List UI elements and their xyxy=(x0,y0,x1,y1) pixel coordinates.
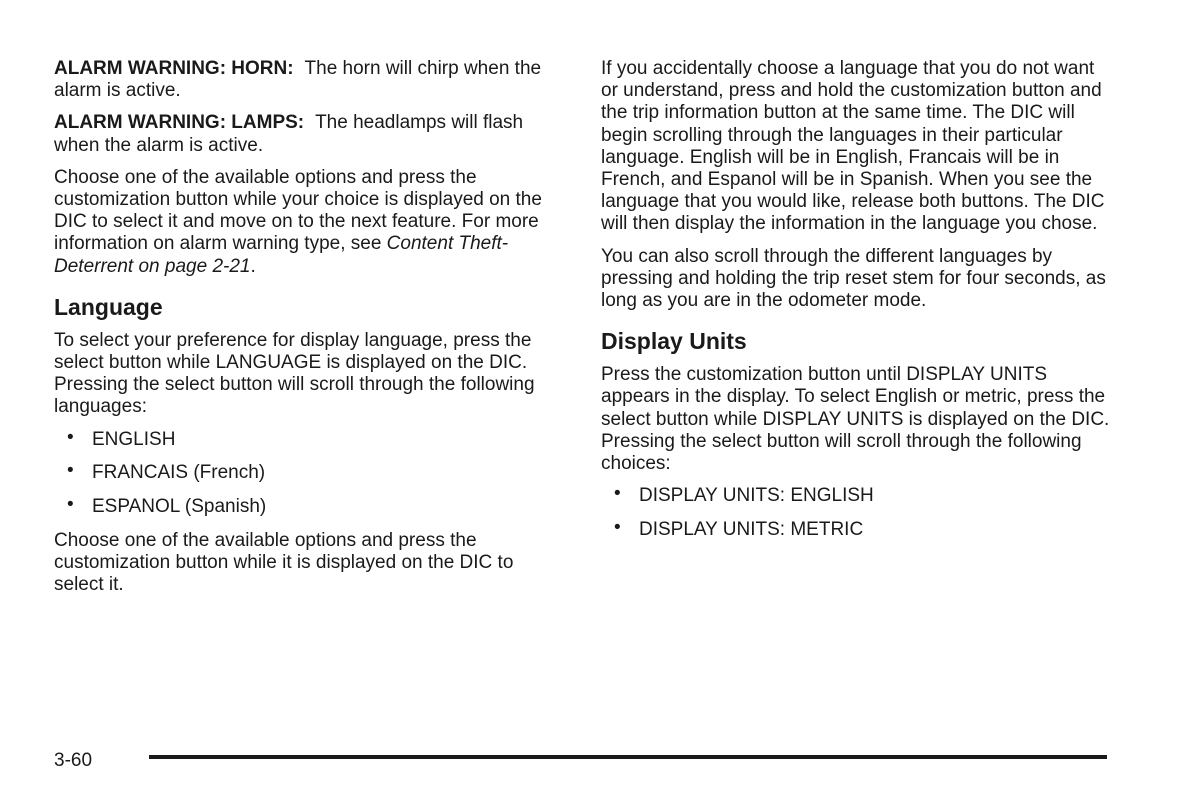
theft-deterrent-reference: Content Theft-Deterrent on page 2-21 xyxy=(54,233,509,277)
language-heading: Language xyxy=(54,293,163,320)
language-paragraph: To select your preference for display language, press the select button while LANGUAGE is displayed on the DIC. Pressing the select button will scroll through the following languages: xyxy=(54,329,535,418)
page-number: 3-60 xyxy=(54,750,93,771)
display-units-list xyxy=(601,485,1111,541)
choose-option-text: Choose one of the available options and press the customization button while your choice is displayed on the DIC to select it and move on to the next feature. For more information on alarm warning type, see xyxy=(54,166,542,255)
language-choose-paragraph: Choose one of the available options and press the customization button while it is displayed on the DIC to select it. xyxy=(54,529,514,596)
list-item: • DISPLAY UNITS: ENGLISH xyxy=(614,483,874,507)
bullet-icon: • xyxy=(614,483,621,505)
alarm-horn-text: The horn will chirp when the alarm is active. xyxy=(54,58,542,102)
bullet-icon: • xyxy=(67,426,74,448)
choose-option-end: . xyxy=(250,255,256,277)
language-list xyxy=(54,426,559,519)
list-item: • ESPANOL (Spanish) xyxy=(67,494,267,518)
alarm-lamps-paragraph xyxy=(54,112,559,156)
display-units-paragraph: Press the customization button until DISPLAY UNITS appears in the display. To select English or metric, press the select button while DISPLAY UNITS is displayed on the DIC. Pressing the select button will scroll through the following choices: xyxy=(601,364,1110,475)
list-item: • ENGLISH xyxy=(67,426,176,450)
alarm-lamps-text: The headlamps will flash when the alarm is active. xyxy=(54,112,524,156)
left-column xyxy=(54,58,559,606)
list-item: • DISPLAY UNITS: METRIC xyxy=(614,516,864,540)
bullet-icon: • xyxy=(67,494,74,516)
alarm-horn-paragraph xyxy=(54,58,559,102)
alarm-horn-label: ALARM WARNING: HORN: xyxy=(54,58,294,79)
footer-rule xyxy=(149,755,1107,759)
right-column xyxy=(601,58,1111,553)
accidental-language-paragraph: If you accidentally choose a language that you do not want or understand, press and hold the customization button and the trip information button at the same time. The DIC will begin scrolling through the languages in their particular language. English will be in English, Francais will be in French, and Espanol will be in Spanish. When you see the language that you would like, release both buttons. The DIC will then display the information in the language you chose. xyxy=(601,58,1105,235)
bullet-icon: • xyxy=(614,516,621,538)
alarm-lamps-label: ALARM WARNING: LAMPS: xyxy=(54,112,305,134)
bullet-icon: • xyxy=(67,460,74,482)
list-item: • FRANCAIS (French) xyxy=(67,460,266,484)
display-units-heading: Display Units xyxy=(601,328,747,355)
scroll-languages-paragraph: You can also scroll through the different languages by pressing and holding the trip reset stem for four seconds, as long as you are in the odometer mode. xyxy=(601,245,1106,312)
choose-option-paragraph xyxy=(54,167,559,278)
